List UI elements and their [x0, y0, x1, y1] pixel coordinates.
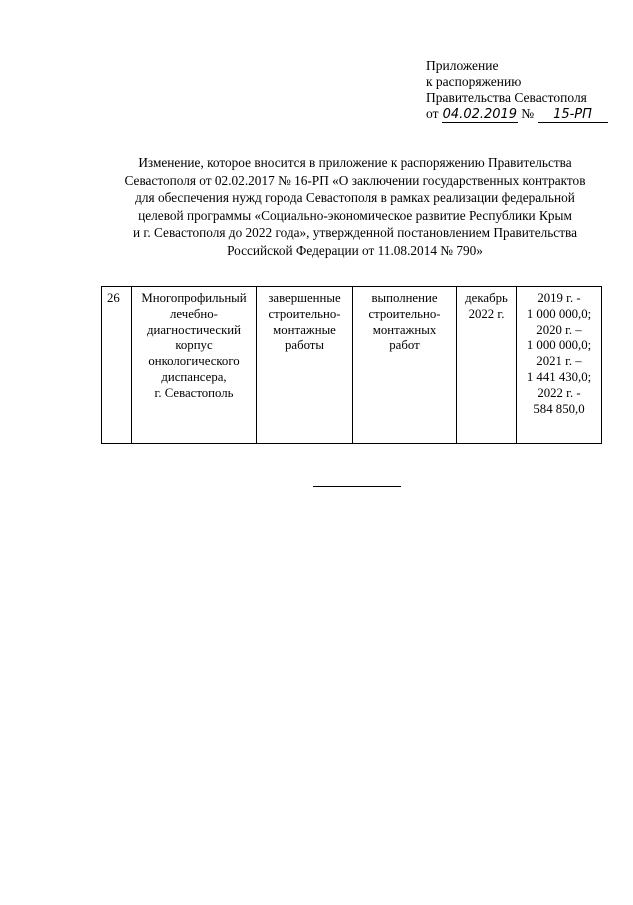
row-number-cell — [102, 287, 132, 444]
funding-line: 2019 г. - — [537, 291, 581, 305]
funding-line: 1 000 000,0; — [526, 306, 592, 321]
funding-line: 1 000 000,0; — [526, 338, 592, 353]
funding-line: 2020 г. – — [536, 322, 582, 337]
table-row — [102, 287, 602, 444]
handwritten-number: 15-РП — [538, 108, 608, 123]
stage-line: строительно- — [268, 306, 341, 321]
object-line: г. Севастополь — [154, 385, 234, 400]
title-line: для обеспечения нужд города Севастополя в рамках реализации федеральной — [135, 190, 575, 205]
title-line: Изменение, которое вносится в приложение к распоряжению Правительства — [138, 155, 572, 170]
funding-line: 2021 г. – — [536, 354, 582, 369]
deadline-cell — [457, 287, 517, 444]
object-line: лечебно- — [170, 306, 218, 321]
title-line: Российской Федерации от 11.08.2014 № 790» — [227, 242, 483, 258]
funding-line: 584 850,0 — [533, 401, 585, 416]
document-title — [108, 154, 602, 259]
funding-line: 1 441 430,0; — [526, 369, 592, 384]
funding-line: 2022 г. - — [537, 385, 581, 400]
object-line: онкологического — [148, 354, 240, 369]
object-line: корпус — [175, 338, 213, 353]
date-prefix: от — [426, 106, 439, 121]
work-cell — [353, 287, 457, 444]
number-prefix: № — [521, 106, 535, 121]
appendix-label: Приложение — [426, 58, 499, 73]
stage-line: завершенные — [268, 291, 341, 305]
end-divider — [313, 486, 401, 487]
title-line: целевой программы «Социально-экономическое развитие Республики Крым — [138, 207, 572, 223]
contracts-table — [101, 286, 602, 444]
object-line: диспансера, — [161, 369, 227, 384]
stage-cell — [257, 287, 353, 444]
funding-cell — [517, 287, 602, 444]
object-line: Многопрофильный — [141, 291, 247, 305]
stage-line: работы — [284, 338, 324, 353]
appendix-header — [426, 58, 608, 123]
work-line: строительно- — [368, 306, 441, 321]
work-line: выполнение — [371, 291, 438, 305]
row-number: 26 — [107, 291, 120, 305]
title-line: и г. Севастополя до 2022 года», утвержденной постановлением Правительства — [132, 225, 578, 240]
deadline-line: 2022 г. — [468, 306, 505, 321]
title-line: Севастополя от 02.02.2017 № 16-РП «О заключении государственных контрактов — [124, 172, 586, 188]
appendix-to-order: к распоряжению — [426, 74, 522, 89]
work-line: монтажных — [372, 322, 437, 337]
stage-line: монтажные — [273, 322, 336, 337]
work-line: работ — [389, 338, 420, 353]
handwritten-date: 04.02.2019 — [442, 107, 518, 122]
object-cell — [132, 287, 257, 444]
appendix-government: Правительства Севастополя — [426, 90, 587, 105]
appendix-date-line — [426, 106, 608, 123]
deadline-line: декабрь — [465, 291, 508, 305]
object-line: диагностический — [146, 322, 241, 337]
